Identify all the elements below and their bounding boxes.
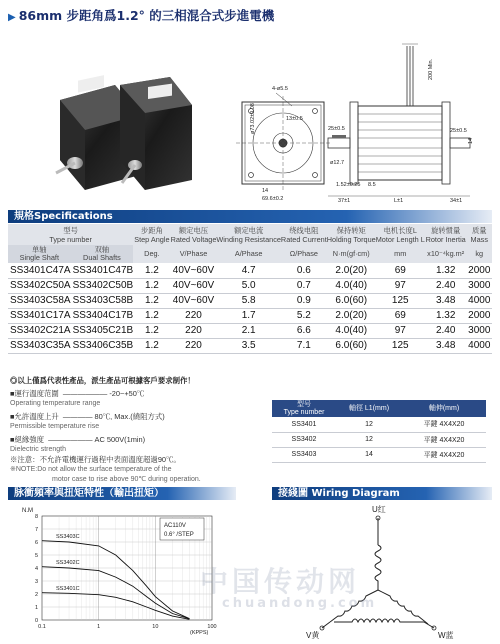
shaft-header-type: 型号 Type number [272, 400, 336, 417]
header-rotor-inertia: 旋转惯量 Rotor Inertia [425, 225, 466, 244]
notes-block: ◎以上僅爲代表性產品，派生產品可根據客戶要求制作！ ■運行溫度范圍 —————— -20~+50℃ Operating temperature range ■允許溫度上升 ———— 80℃, Max.(繞阻方式) Permissible temperature rise ■絕緣強度 —————— AC 500V(1min) Dielectric strength ※注意：不允許電機運行過程中表面溫度超過90℃。 ※NOTE:Do not allow the surface temperature of the motor case to rise above 90℃ during operation. [10, 376, 201, 483]
header-current: 额定电流 Winding Resistance [216, 225, 281, 244]
dim-keyway: 13±0.5 [286, 116, 303, 122]
header-dual-shaft: 双轴 Dual Shafts [71, 245, 134, 263]
y-tick-label: 3 [34, 579, 38, 585]
table-row: SS3402 12 平鍵 4X4X20 [272, 432, 486, 447]
series-label: SS3401C [56, 586, 80, 593]
unit-inertia: x10⁻⁴kg.m² [425, 245, 467, 263]
header-single-shaft: 单轴 Single Shaft [8, 245, 71, 263]
series-label: SS3402C [56, 560, 80, 567]
wire-u-label: U红 [372, 505, 386, 514]
wire-w-label: W蓝 [438, 631, 454, 640]
header-holding-torque: 保持转矩 Holding Torque [326, 225, 376, 244]
watermark-url: chuandong.com [222, 596, 378, 611]
y-tick-label: 0 [34, 618, 38, 624]
y-tick-label: 8 [34, 514, 38, 520]
unit-mass: kg [467, 245, 492, 263]
unit-step-angle: Deg. [133, 245, 170, 263]
table-row: SS3401 12 平鍵 4X4X20 [272, 417, 486, 432]
table-row: SS3402C50A SS3402C50B 1.2 40V~60V 5.0 0.7 4.0(40) 97 2.40 3000 [10, 280, 491, 291]
motor-photo [20, 55, 200, 205]
dim-rear-key: 14 [468, 137, 474, 144]
header-rated-voltage: 额定电压 Rated Voltage [170, 225, 217, 244]
notes-intro: ◎以上僅爲代表性產品，派生產品可根據客戶要求制作！ [10, 376, 195, 385]
dim-outer: 69.6±0.2 [262, 196, 284, 202]
y-tick-label: 1 [34, 605, 38, 611]
x-tick-label: 10 [152, 624, 159, 630]
dim-body-length: L±1 [394, 198, 404, 204]
unit-resistance: Ω/Phase [281, 245, 327, 263]
watermark: 中国传动网 [200, 565, 361, 598]
unit-torque: N·m(gf·cm) [327, 245, 376, 263]
table-row: SS3403 14 平鍵 4X4X20 [272, 447, 486, 462]
spec-section-bar: 規格Specifications [8, 210, 492, 223]
dim-shaft-length: 25±0.5 [328, 126, 345, 132]
dimension-drawing [232, 36, 494, 206]
y-tick-label: 6 [34, 540, 38, 546]
dim-flange-thick: 8.5 [368, 182, 376, 188]
page-title: ▶ 86mm 步距角爲1.2° 的三相混合式步進電機 [8, 8, 275, 23]
chart-ylabel: N.M [22, 508, 33, 514]
table-row: SS3401C17A SS3404C17B 1.2 220 1.7 5.2 2.0(20) 69 1.32 2000 [10, 310, 491, 321]
series-label: SS3403C [56, 534, 80, 541]
header-step-angle: 步距角 Step Angle [134, 225, 170, 244]
unit-voltage: V/Phase [171, 245, 217, 263]
dim-lead-length: 200 Min. [428, 58, 434, 80]
unit-current: A/Phase [216, 245, 281, 263]
spec-table [8, 224, 492, 354]
table-row: SS3403C35A SS3406C35B 1.2 220 3.5 7.1 6.0(60) 125 3.48 4000 [10, 340, 491, 351]
header-mass: 质量 Mass [467, 224, 492, 245]
annotation-voltage: AC110V [164, 523, 186, 529]
dim-pcd: ø73.02±0.08 [250, 103, 256, 134]
shaft-table [272, 400, 486, 463]
y-tick-label: 4 [34, 566, 38, 572]
x-tick-label: 0.1 [38, 624, 46, 630]
dim-shaft-dia: ø12.7 [330, 160, 345, 166]
annotation-step: 0.6° /STEP [164, 532, 194, 538]
shaft-header-ext: 軸伸(mm) [402, 400, 486, 417]
table-row: SS3402C21A SS3405C21B 1.2 220 2.1 6.6 4.0(40) 97 2.40 3000 [10, 325, 491, 336]
shaft-header-dia: 軸徑 L1(mm) [336, 400, 402, 417]
chart-xlabel: (KPPS) [190, 630, 209, 636]
header-resistance: 绕线电阻 Rated Current [280, 225, 327, 244]
header-motor-length: 电机长度L Motor Length L [375, 225, 425, 244]
x-tick-label: 1 [97, 624, 101, 630]
triangle-bullet-icon: ▶ [8, 12, 16, 23]
table-row: SS3401C47A SS3401C47B 1.2 40V~60V 4.7 0.6 2.0(20) 69 1.32 2000 [8, 263, 492, 278]
header-model: 型号 Type number [8, 224, 133, 245]
dim-rear: 34±1 [450, 198, 463, 204]
unit-length: mm [376, 245, 425, 263]
table-row: SS3403C58A SS3403C58B 1.2 40V~60V 5.8 0.9 6.0(60) 125 3.48 4000 [10, 295, 491, 306]
dim-inner: 14 [262, 188, 269, 194]
wire-v-label: V黄 [306, 631, 320, 640]
y-tick-label: 5 [34, 553, 38, 559]
y-tick-label: 2 [34, 592, 38, 598]
torque-chart [20, 502, 230, 637]
dim-rear-shaft: 25±0.5 [450, 128, 467, 134]
dim-front: 37±1 [338, 198, 351, 204]
y-tick-label: 7 [34, 527, 38, 533]
dim-flange: 1.52±0.25 [336, 182, 361, 188]
x-tick-label: 100 [207, 624, 217, 630]
chart-y-ticks [35, 514, 38, 624]
chart-annotation-box [160, 518, 204, 540]
dim-hole: 4-ø5.5 [272, 86, 288, 92]
chart-section-bar: 脉衝頻率與扭矩特性（輸出扭矩） [8, 487, 236, 500]
wiring-section-bar: 接綫圖 Wiring Diagram [272, 487, 492, 500]
